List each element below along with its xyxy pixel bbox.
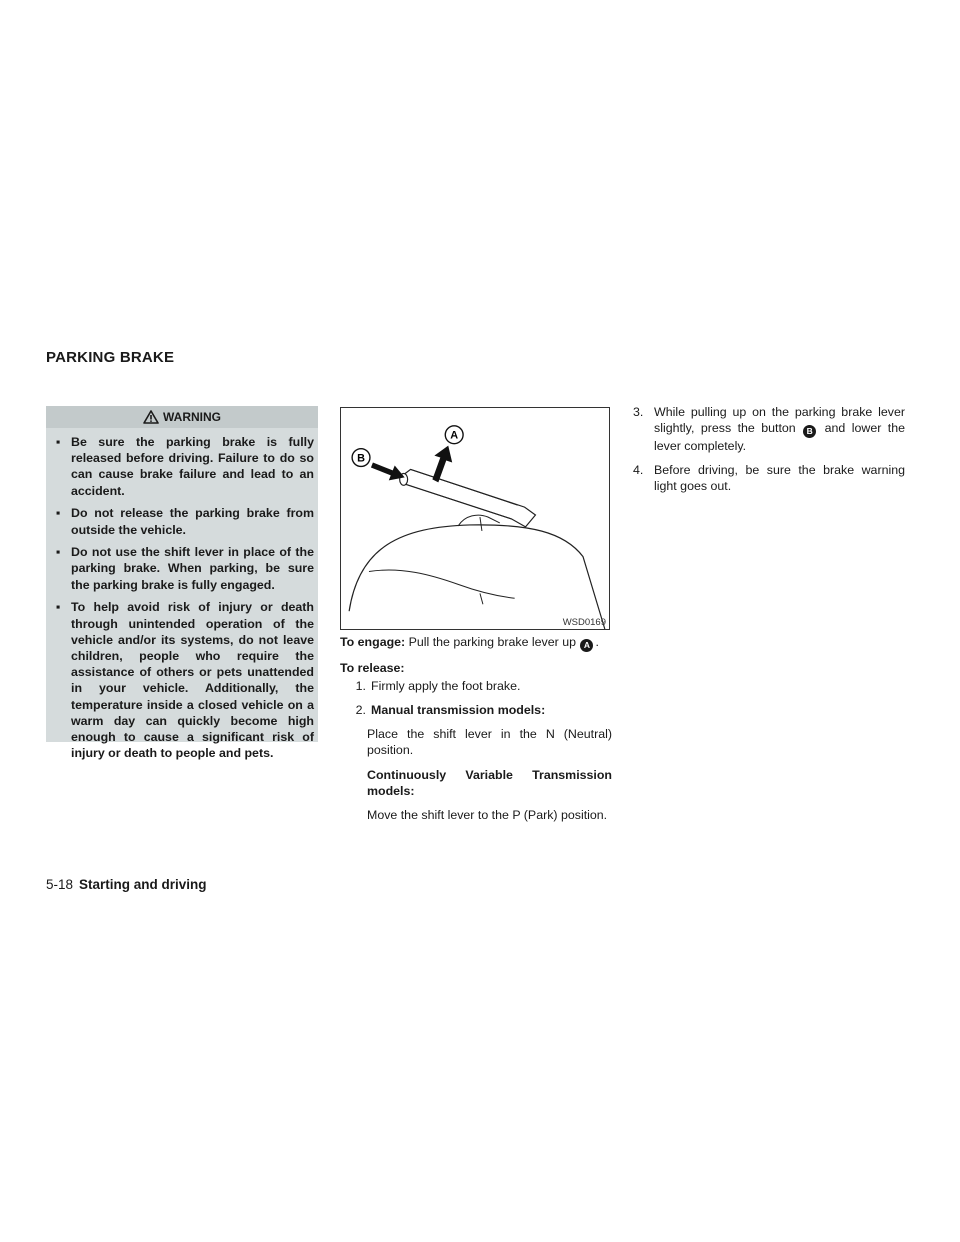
- manual-text: Place the shift lever in the N (Neutral) position.: [367, 727, 612, 758]
- release-step-1: 1. Firmly apply the foot brake.: [355, 678, 521, 693]
- warning-item: ▪ Do not release the parking brake from outside the vehicle.: [56, 506, 314, 537]
- cvt-label: Continuously Variable Transmission models:: [367, 767, 612, 798]
- parking-brake-illustration: [340, 407, 610, 630]
- ref-a-badge: A: [580, 639, 593, 652]
- page-number: 5-18: [46, 877, 74, 892]
- warning-box: [46, 406, 318, 761]
- label-b: B: [357, 452, 365, 465]
- warning-header: [46, 406, 318, 428]
- ref-b-badge: B: [803, 425, 816, 438]
- release-step-4: 4. Before driving, be sure the brake warning light goes out.: [633, 463, 905, 494]
- warning-item: ▪ To help avoid risk of injury or death through unintended operation of the vehicle and/or its systems, do not leave children, people who require the assistance of others or pets unattended in your vehicle. Additionally, the temperature inside a closed vehicle on a warm day can quickly become high enough to cause a significant risk of injury or death to people and pets.: [56, 600, 314, 761]
- warning-list: [46, 428, 318, 761]
- release-step-3: 3. While pulling up on the parking brake lever slightly, press the button B and lower the lever completely.: [633, 405, 905, 453]
- figure-code: WSD0169: [562, 617, 606, 628]
- warning-item: ▪ Be sure the parking brake is fully released before driving. Failure to do so can cause brake failure and lead to an accident.: [56, 435, 314, 498]
- warning-icon: [143, 410, 159, 424]
- release-step-2: 2. Manual transmission models:: [355, 703, 546, 717]
- warning-item: ▪ Do not use the shift lever in place of the parking brake. When parking, be sure the parking brake is fully engaged.: [56, 545, 314, 592]
- cvt-text: Move the shift lever to the P (Park) position.: [367, 808, 608, 823]
- instructions-column: [340, 634, 612, 831]
- engage-text: Pull the parking brake lever up: [408, 635, 576, 649]
- page-footer: [46, 877, 207, 892]
- section-title: PARKING BRAKE: [46, 349, 175, 366]
- label-a: A: [450, 429, 459, 442]
- warning-title: WARNING: [163, 410, 221, 424]
- release-label: To release:: [340, 660, 405, 675]
- parking-brake-drawing: [341, 408, 609, 629]
- chapter-title: Starting and driving: [79, 877, 207, 892]
- engage-label: To engage:: [340, 635, 406, 649]
- instructions-column-right: [633, 404, 905, 502]
- engage-paragraph: To engage: Pull the parking brake lever up A .: [340, 635, 599, 650]
